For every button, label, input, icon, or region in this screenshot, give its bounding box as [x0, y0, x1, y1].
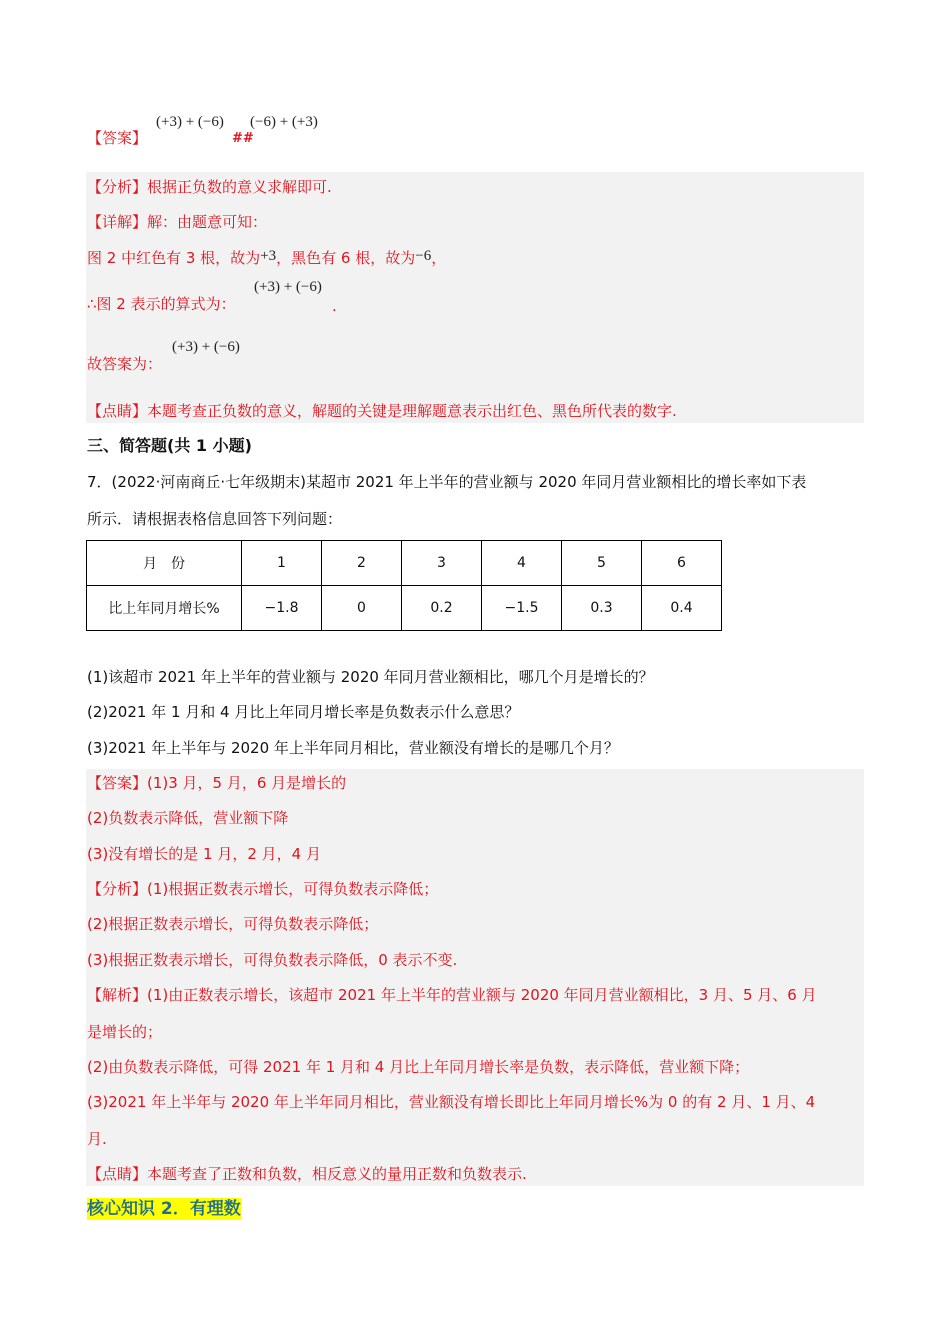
formula: (+3) + (−6): [172, 339, 240, 355]
table-row: [87, 586, 722, 631]
table-cell: 0.3: [562, 586, 642, 631]
table-cell: 0: [322, 586, 402, 631]
detail-line-3: [87, 246, 446, 268]
solution-line: 【分析】(1)根据正数表示增长，可得负数表示降低；: [87, 880, 439, 898]
detail-text: 【详解】解：由题意可知：: [87, 213, 268, 231]
growth-table: [86, 540, 722, 631]
solution-line: 【点睛】本题考查了正数和负数，相反意义的量用正数和负数表示.: [87, 1165, 527, 1183]
table-cell: 0.2: [402, 586, 482, 631]
table-cell: 0.4: [642, 586, 722, 631]
sub-question: (1)该超市 2021 年上半年的营业额与 2020 年同月营业额相比，哪几个月是增长的？: [87, 668, 654, 686]
answer-formula-1: (+3) + (−6): [156, 114, 224, 130]
formula: (+3) + (−6): [254, 279, 322, 295]
answer-label: 【答案】: [87, 129, 148, 147]
solution-line: (2)负数表示降低，营业额下降: [87, 809, 289, 827]
table-cell: −1.5: [482, 586, 562, 631]
table-cell: 1: [242, 541, 322, 586]
dianjing-text: 【点睛】本题考查正负数的意义，解题的关键是理解题意表示出红色、黑色所代表的数字.: [87, 402, 677, 420]
period: .: [332, 297, 337, 315]
table-cell: −1.8: [242, 586, 322, 631]
answer-formula-2: (−6) + (+3): [250, 114, 318, 130]
solution-line: 月.: [87, 1130, 107, 1148]
table-cell: 3: [402, 541, 482, 586]
section-heading: 核心知识 2．有理数: [87, 1199, 241, 1219]
question-line-1: 7．(2022·河南商丘·七年级期末)某超市 2021 年上半年的营业额与 2020 年同月营业额相比的增长率如下表: [87, 473, 807, 491]
text: ，黑色有 6 根，故为: [276, 249, 416, 267]
sub-question: (2)2021 年 1 月和 4 月比上年同月增长率是负数表示什么意思？: [87, 703, 520, 721]
solution-box: [86, 769, 864, 1186]
solution-line: 【答案】(1)3 月，5 月，6 月是增长的: [87, 774, 347, 792]
solution-line: (2)由负数表示降低，可得 2021 年 1 月和 4 月比上年同月增长率是负数，表示降低，营业额下降；: [87, 1058, 750, 1076]
detail-line-4: ∴图 2 表示的算式为：: [87, 295, 236, 313]
table-cell: 比上年同月增长%: [87, 586, 242, 631]
detail-line-5: 故答案为：: [87, 355, 163, 373]
section-title: 三、简答题(共 1 小题): [87, 436, 252, 455]
table-cell: 4: [482, 541, 562, 586]
solution-line: 是增长的；: [87, 1023, 163, 1041]
text: ，: [431, 249, 447, 267]
analysis-text: 【分析】根据正负数的意义求解即可.: [87, 178, 332, 196]
table-cell: 5: [562, 541, 642, 586]
table-header-row: [87, 541, 722, 586]
text: 图 2 中红色有 3 根，故为: [87, 249, 261, 267]
question-line-2: 所示．请根据表格信息回答下列问题：: [87, 510, 343, 528]
table-cell: 月 份: [87, 541, 242, 586]
solution-line: (3)2021 年上半年与 2020 年上半年同月相比，营业额没有增长即比上年同月增长%为 0 的有 2 月、1 月、4: [87, 1093, 816, 1111]
solution-line: (2)根据正数表示增长，可得负数表示降低；: [87, 915, 379, 933]
solution-line: (3)没有增长的是 1 月，2 月，4 月: [87, 845, 321, 863]
answer-separator: ##: [232, 131, 254, 146]
table-cell: 6: [642, 541, 722, 586]
math: +3: [260, 248, 277, 264]
table-cell: 2: [322, 541, 402, 586]
math: −6: [415, 248, 432, 264]
solution-line: 【解析】(1)由正数表示增长，该超市 2021 年上半年的营业额与 2020 年同月营业额相比，3 月、5 月、6 月: [87, 986, 817, 1004]
sub-question: (3)2021 年上半年与 2020 年上半年同月相比，营业额没有增长的是哪几个月？: [87, 739, 619, 757]
solution-line: (3)根据正数表示增长，可得负数表示降低，0 表示不变.: [87, 951, 458, 969]
